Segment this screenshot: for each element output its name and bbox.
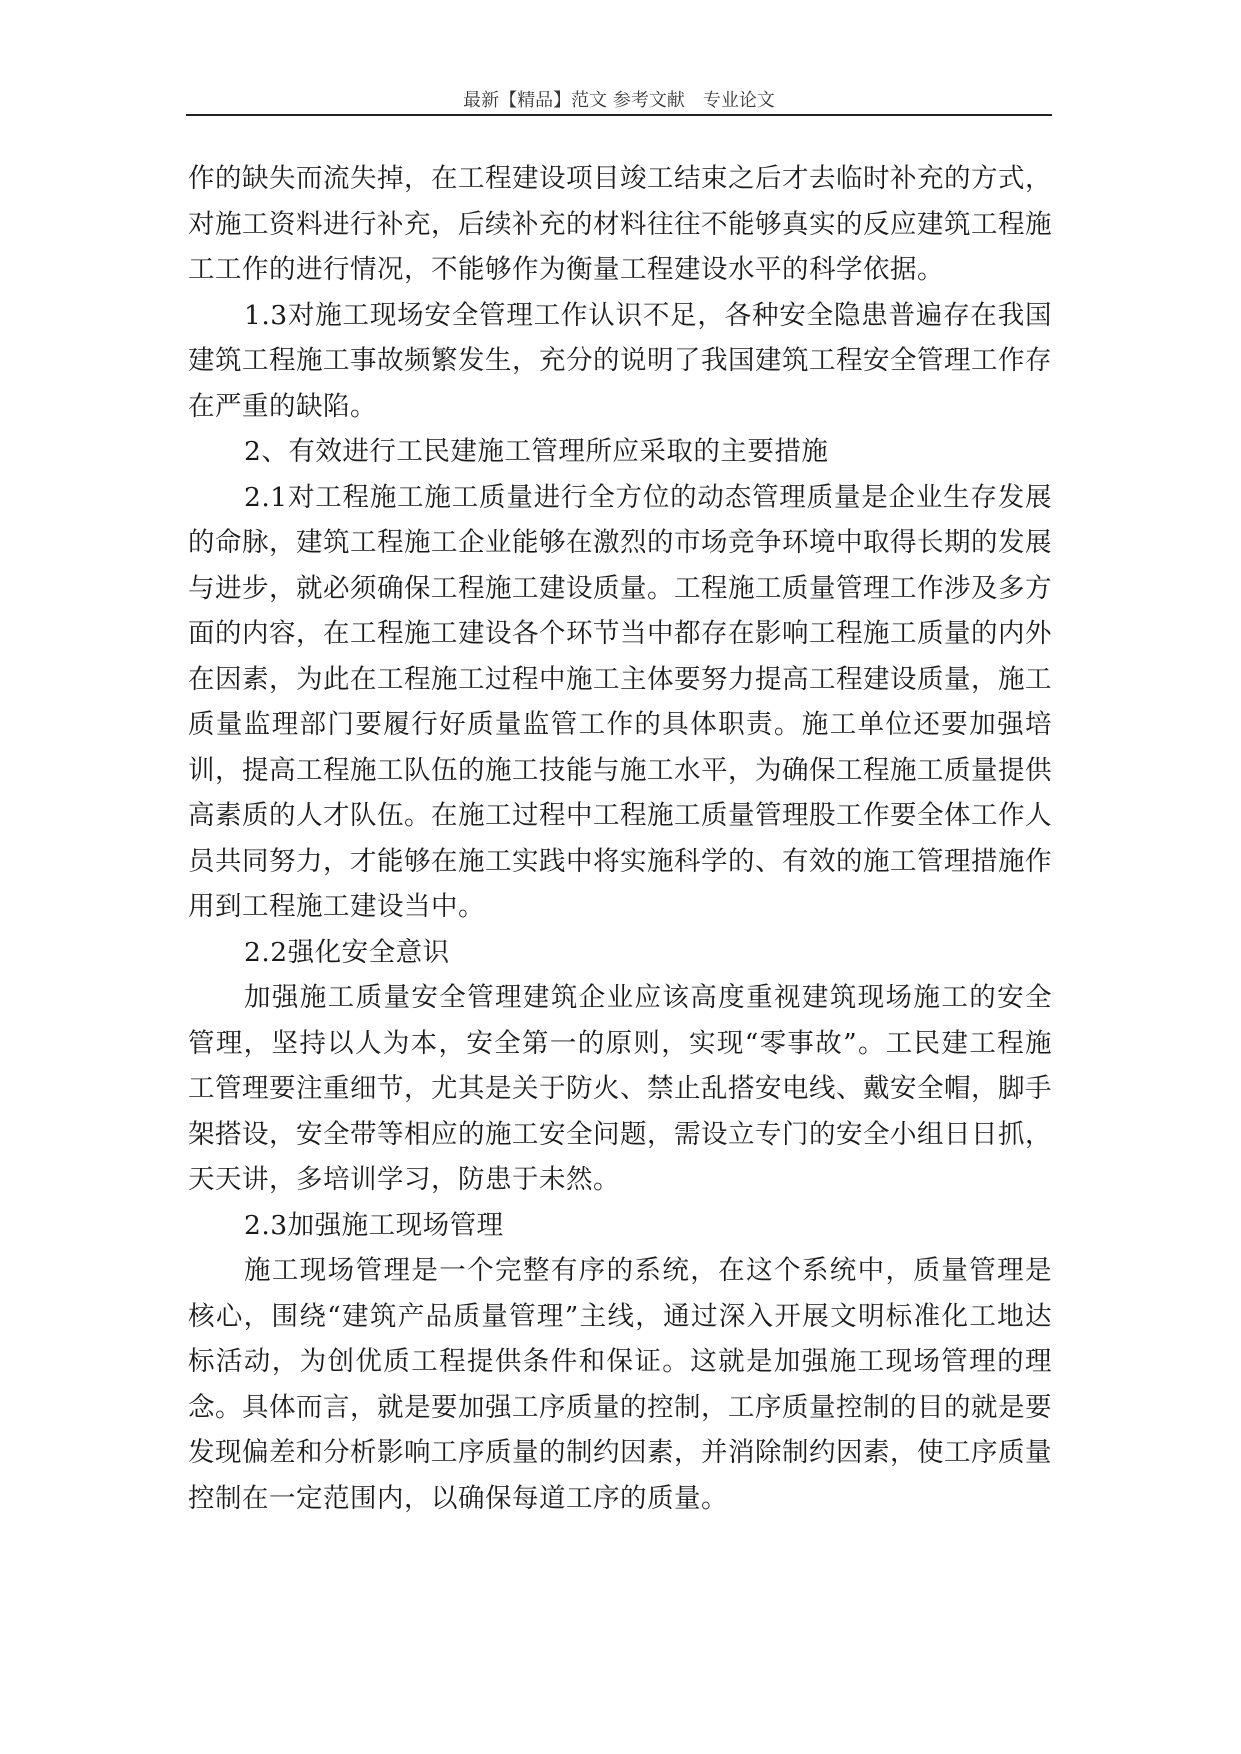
heading-section-2: 2、有效进行工民建施工管理所应采取的主要措施 [244, 436, 829, 467]
paragraph-section-2-2: 加强施工质量安全管理建筑企业应该高度重视建筑现场施工的安全管理，坚持以人为本，安全第一的原则，实现“零事故”。工民建工程施工管理要注重细节，尤其是关于防火、禁止乱搭安电线、戴安全帽，脚手架搭设，安全带等相应的施工安全问题，需设立专门的安全小组日日抓，天天讲，多培训学习，防患于未然。 [188, 982, 1052, 1195]
header-divider [186, 114, 1052, 116]
document-body [188, 156, 1052, 1521]
page-header: 最新【精品】范文 参考文献 专业论文 [463, 90, 775, 111]
paragraph-section-2-1: 2.1对工程施工施工质量进行全方位的动态管理质量是企业生存发展的命脉，建筑工程施工企业能够在激烈的市场竞争环境中取得长期的发展与进步，就必须确保工程施工建设质量。工程施工质量管理工作涉及多方面的内容，在工程施工建设各个环节当中都存在影响工程施工质量的内外在因素，为此在工程施工过程中施工主体要努力提高工程建设质量，施工质量监理部门要履行好质量监管工作的具体职责。施工单位还要加强培训，提高工程施工队伍的施工技能与施工水平，为确保工程施工质量提供高素质的人才队伍。在施工过程中工程施工质量管理股工作要全体工作人员共同努力，才能够在施工实践中将实施科学的、有效的施工管理措施作用到工程施工建设当中。 [188, 481, 1052, 922]
paragraph-section-1-3: 1.3对施工现场安全管理工作认识不足，各种安全隐患普遍存在我国建筑工程施工事故频繁发生，充分的说明了我国建筑工程安全管理工作存在严重的缺陷。 [188, 299, 1052, 422]
heading-section-2-3: 2.3加强施工现场管理 [244, 1209, 504, 1241]
heading-section-2-2: 2.2强化安全意识 [244, 936, 450, 968]
paragraph-1: 作的缺失而流失掉，在工程建设项目竣工结束之后才去临时补充的方式，对施工资料进行补充，后续补充的材料往往不能够真实的反应建筑工程施工工作的进行情况，不能够作为衡量工程建设水平的科学依据。 [188, 163, 1052, 285]
paragraph-section-2-3: 施工现场管理是一个完整有序的系统，在这个系统中，质量管理是核心，围绕“建筑产品质量管理”主线，通过深入开展文明标准化工地达标活动，为创优质工程提供条件和保证。这就是加强施工现场管理的理念。具体而言，就是要加强工序质量的控制，工序质量控制的目的就是要发现偏差和分析影响工序质量的制约因素，并消除制约因素，使工序质量控制在一定范围内，以确保每道工序的质量。 [188, 1255, 1052, 1514]
